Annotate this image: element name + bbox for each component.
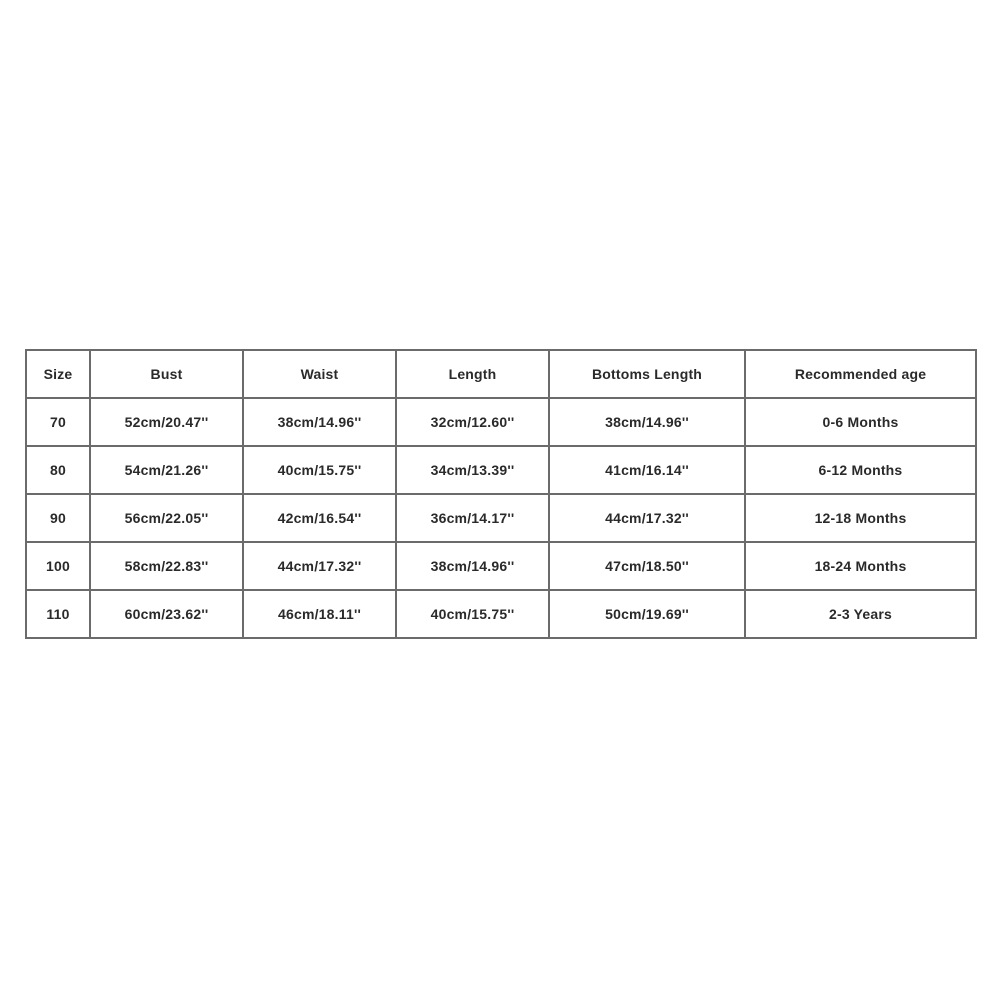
header-recommended-age: Recommended age <box>745 350 976 398</box>
cell-length: 40cm/15.75'' <box>396 590 549 638</box>
cell-bottoms-length: 38cm/14.96'' <box>549 398 745 446</box>
header-bottoms-length: Bottoms Length <box>549 350 745 398</box>
cell-size: 110 <box>26 590 90 638</box>
cell-length: 36cm/14.17'' <box>396 494 549 542</box>
cell-bust: 60cm/23.62'' <box>90 590 243 638</box>
header-size: Size <box>26 350 90 398</box>
cell-bottoms-length: 44cm/17.32'' <box>549 494 745 542</box>
cell-waist: 46cm/18.11'' <box>243 590 396 638</box>
cell-recommended-age: 18-24 Months <box>745 542 976 590</box>
cell-length: 38cm/14.96'' <box>396 542 549 590</box>
cell-recommended-age: 12-18 Months <box>745 494 976 542</box>
cell-length: 32cm/12.60'' <box>396 398 549 446</box>
cell-length: 34cm/13.39'' <box>396 446 549 494</box>
table-row <box>26 542 976 590</box>
cell-recommended-age: 2-3 Years <box>745 590 976 638</box>
header-length: Length <box>396 350 549 398</box>
cell-bottoms-length: 50cm/19.69'' <box>549 590 745 638</box>
cell-size: 70 <box>26 398 90 446</box>
cell-bust: 52cm/20.47'' <box>90 398 243 446</box>
cell-waist: 44cm/17.32'' <box>243 542 396 590</box>
cell-recommended-age: 0-6 Months <box>745 398 976 446</box>
cell-size: 80 <box>26 446 90 494</box>
header-row <box>26 350 976 398</box>
size-chart-table <box>25 349 977 639</box>
table-row <box>26 590 976 638</box>
cell-waist: 42cm/16.54'' <box>243 494 396 542</box>
table-row <box>26 494 976 542</box>
table-row <box>26 398 976 446</box>
cell-waist: 38cm/14.96'' <box>243 398 396 446</box>
header-bust: Bust <box>90 350 243 398</box>
cell-recommended-age: 6-12 Months <box>745 446 976 494</box>
cell-bust: 54cm/21.26'' <box>90 446 243 494</box>
cell-waist: 40cm/15.75'' <box>243 446 396 494</box>
cell-bottoms-length: 47cm/18.50'' <box>549 542 745 590</box>
cell-size: 100 <box>26 542 90 590</box>
cell-bust: 56cm/22.05'' <box>90 494 243 542</box>
cell-bust: 58cm/22.83'' <box>90 542 243 590</box>
cell-bottoms-length: 41cm/16.14'' <box>549 446 745 494</box>
header-waist: Waist <box>243 350 396 398</box>
table-row <box>26 446 976 494</box>
cell-size: 90 <box>26 494 90 542</box>
